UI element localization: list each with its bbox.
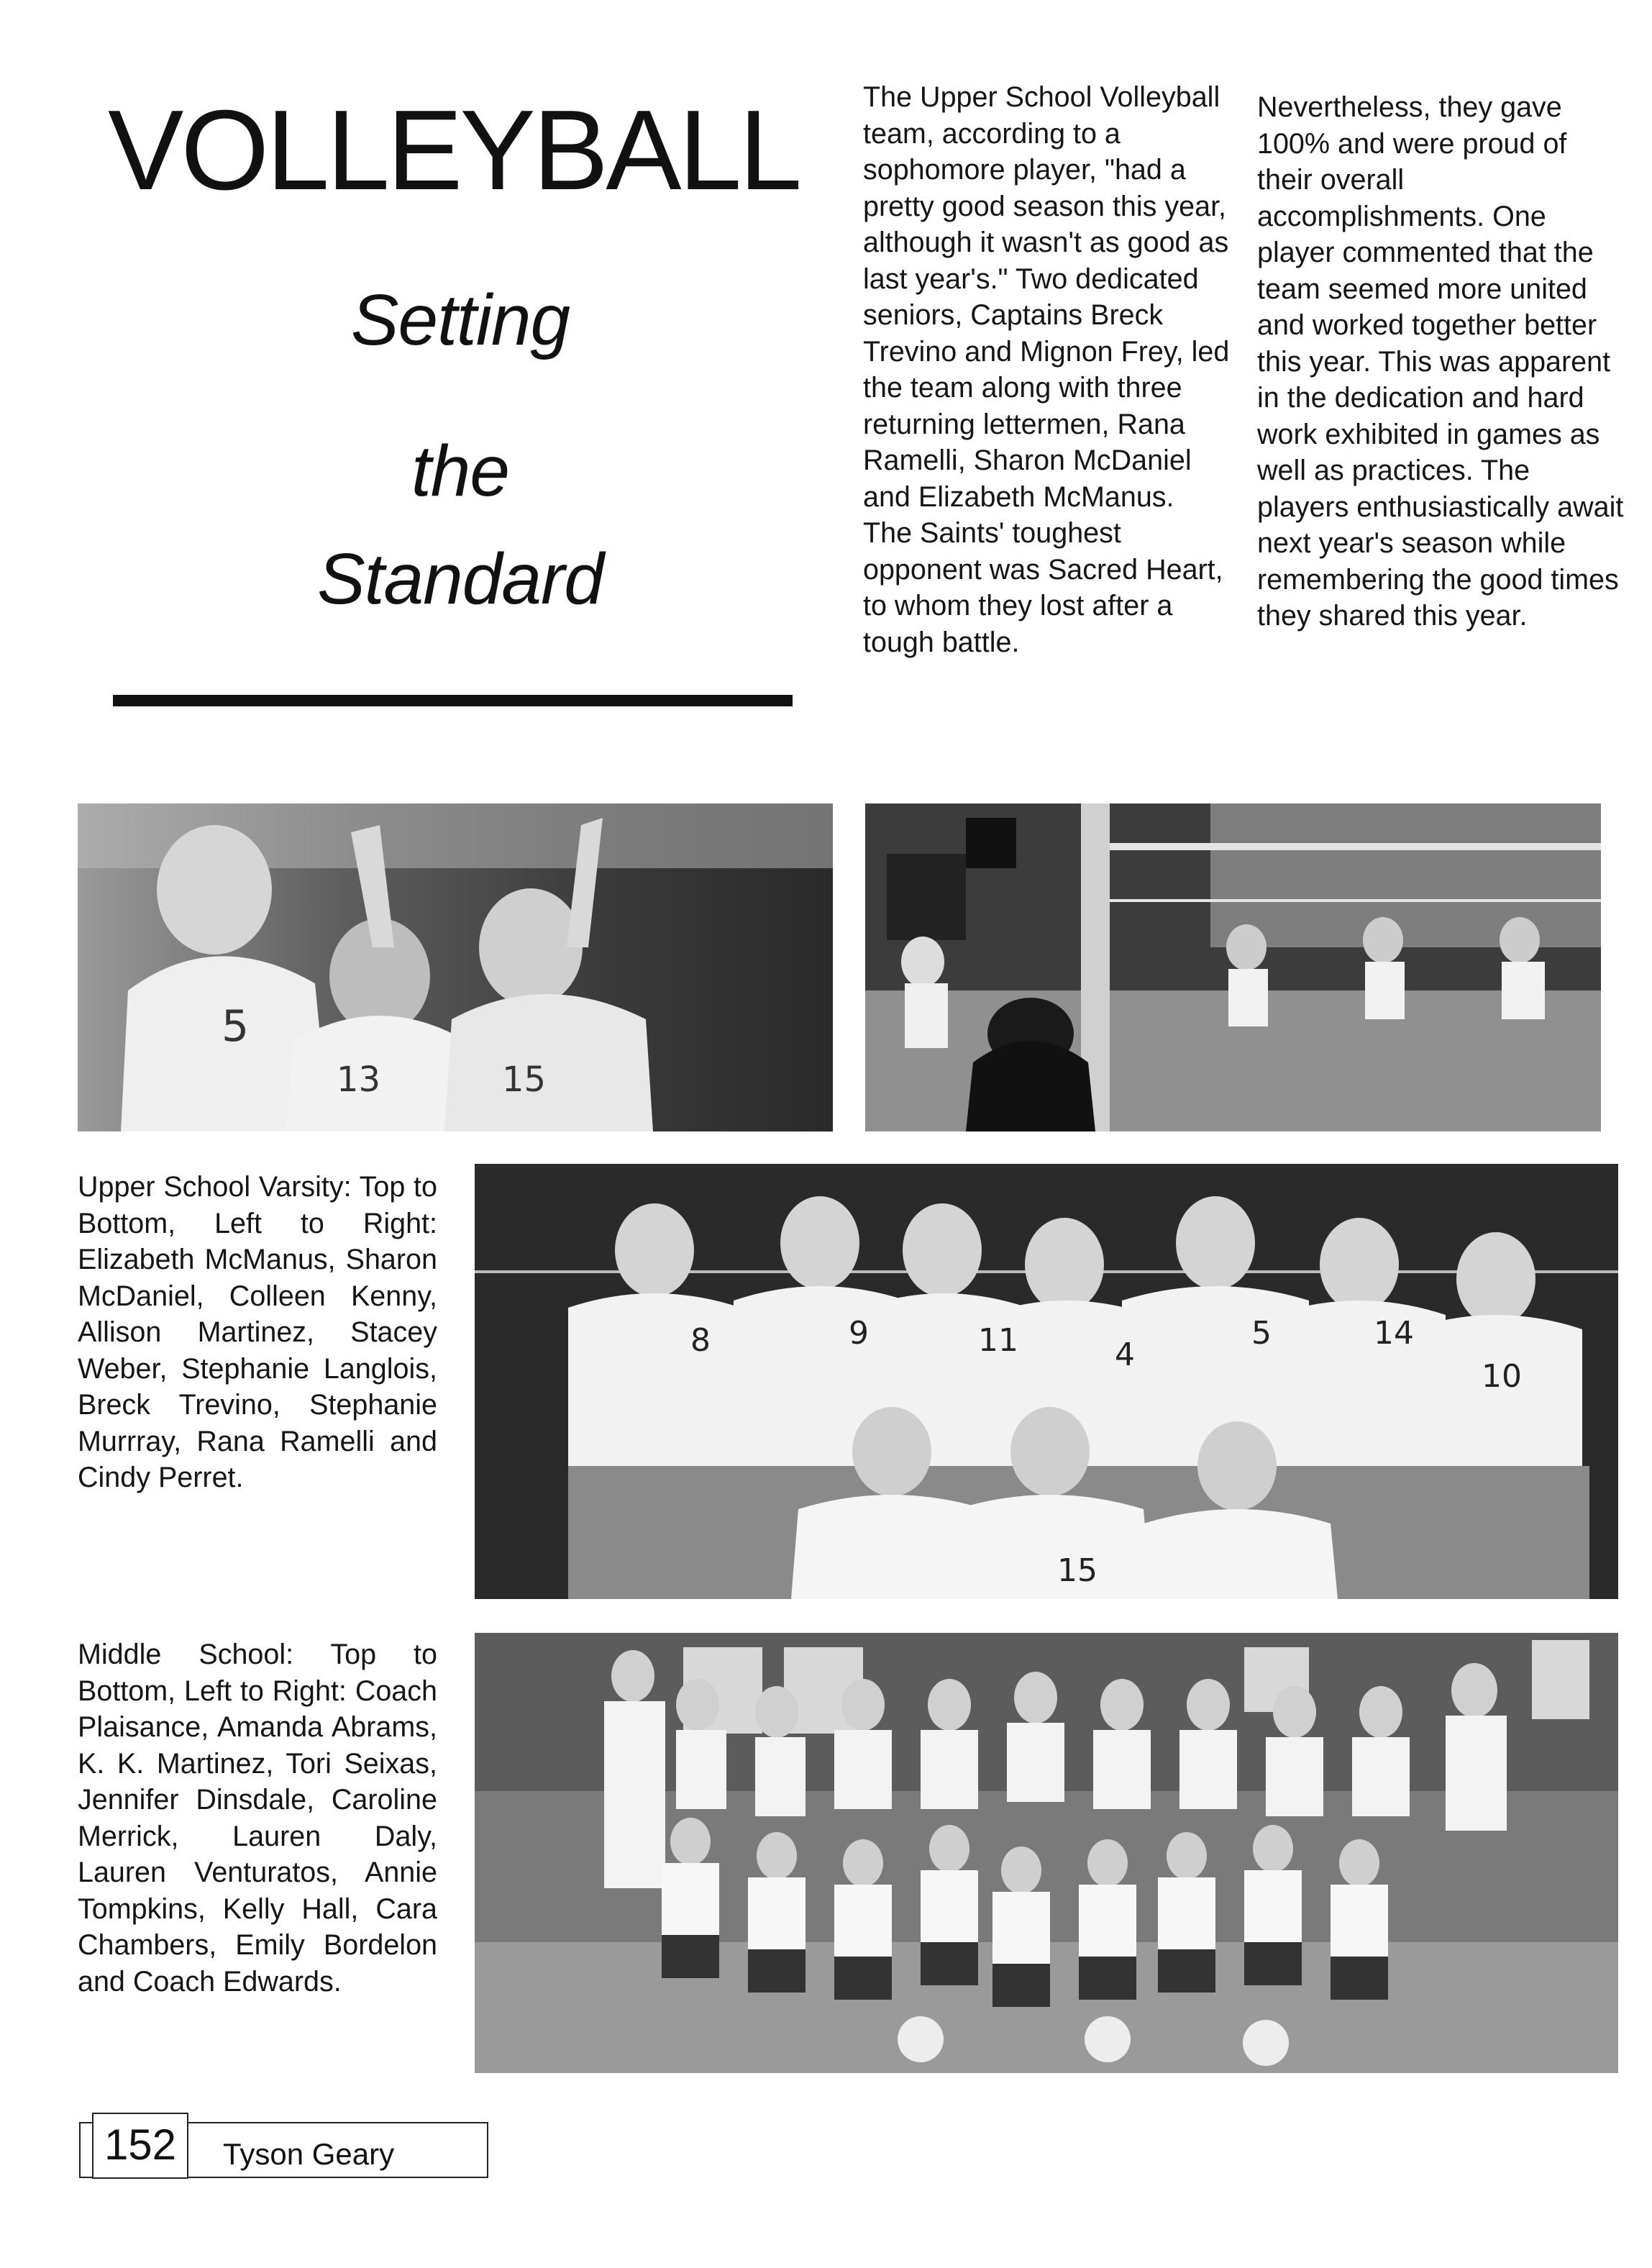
svg-text:8: 8 bbox=[690, 1322, 711, 1359]
caption-middle-school: Middle School: Top to Bottom, Left to Right: Coach Plaisance, Amanda Abrams, K. K. Martinez, Tori Seixas, Jennifer Dinsdale, Caroline Merrick, Lauren Daly, Lauren Venturatos, Annie Tompkins, Kelly Hall, Cara Chambers, Emily Bordelon and Coach Edwards. bbox=[78, 1639, 437, 1998]
svg-text:5: 5 bbox=[1251, 1315, 1272, 1352]
subtitle-line-2: the bbox=[411, 431, 509, 511]
photo-gym-game bbox=[865, 803, 1601, 1131]
svg-text:15: 15 bbox=[1057, 1552, 1097, 1589]
subtitle-line-3: Standard bbox=[317, 539, 603, 619]
story-column-2: Nevertheless, they gave 100% and were proud of their overall accomplishments. One player commented that the team seemed more united and worked together better this year. This was apparent in the dedication and hard work exhibited in games as well as practices. The players enthusiastically await next year's season while remembering the good times they shared this year. bbox=[1257, 91, 1624, 632]
svg-text:4: 4 bbox=[1115, 1336, 1135, 1373]
photo-middle-school-team bbox=[475, 1633, 1618, 2073]
svg-text:5: 5 bbox=[222, 1001, 250, 1052]
svg-text:13: 13 bbox=[337, 1060, 381, 1100]
subtitle-line-1: Setting bbox=[350, 280, 570, 360]
photo-upper-school-team bbox=[475, 1164, 1618, 1599]
svg-text:10: 10 bbox=[1482, 1358, 1522, 1395]
story-column-1: The Upper School Volleyball team, according to a sophomore player, "had a pretty good season this year, although it wasn't as good as last year's." Two dedicated seniors, Captains Breck Trevino and Mignon Frey, led the team along with three returning lettermen, Rana Ramelli, Sharon McDaniel and Elizabeth McManus. The Saints' toughest opponent was Sacred Heart, to whom they lost after a tough battle. bbox=[863, 81, 1230, 658]
page-number: 152 bbox=[92, 2113, 188, 2179]
title-rule bbox=[113, 695, 793, 706]
svg-text:11: 11 bbox=[978, 1322, 1018, 1359]
photo-high-five bbox=[78, 803, 833, 1131]
svg-text:15: 15 bbox=[502, 1060, 547, 1100]
caption-upper-school: Upper School Varsity: Top to Bottom, Left to Right: Elizabeth McManus, Sharon McDaniel, Colleen Kenny, Allison Martinez, Stacey Weber, Stephanie Langlois, Breck Trevino, Stephanie Murrray, Rana Ramelli and Cindy Perret. bbox=[78, 1171, 437, 1493]
svg-text:9: 9 bbox=[849, 1315, 869, 1352]
page-title: VOLLEYBALL bbox=[108, 87, 800, 214]
svg-text:14: 14 bbox=[1374, 1315, 1414, 1352]
photographer-credit: Tyson Geary bbox=[223, 2137, 395, 2171]
